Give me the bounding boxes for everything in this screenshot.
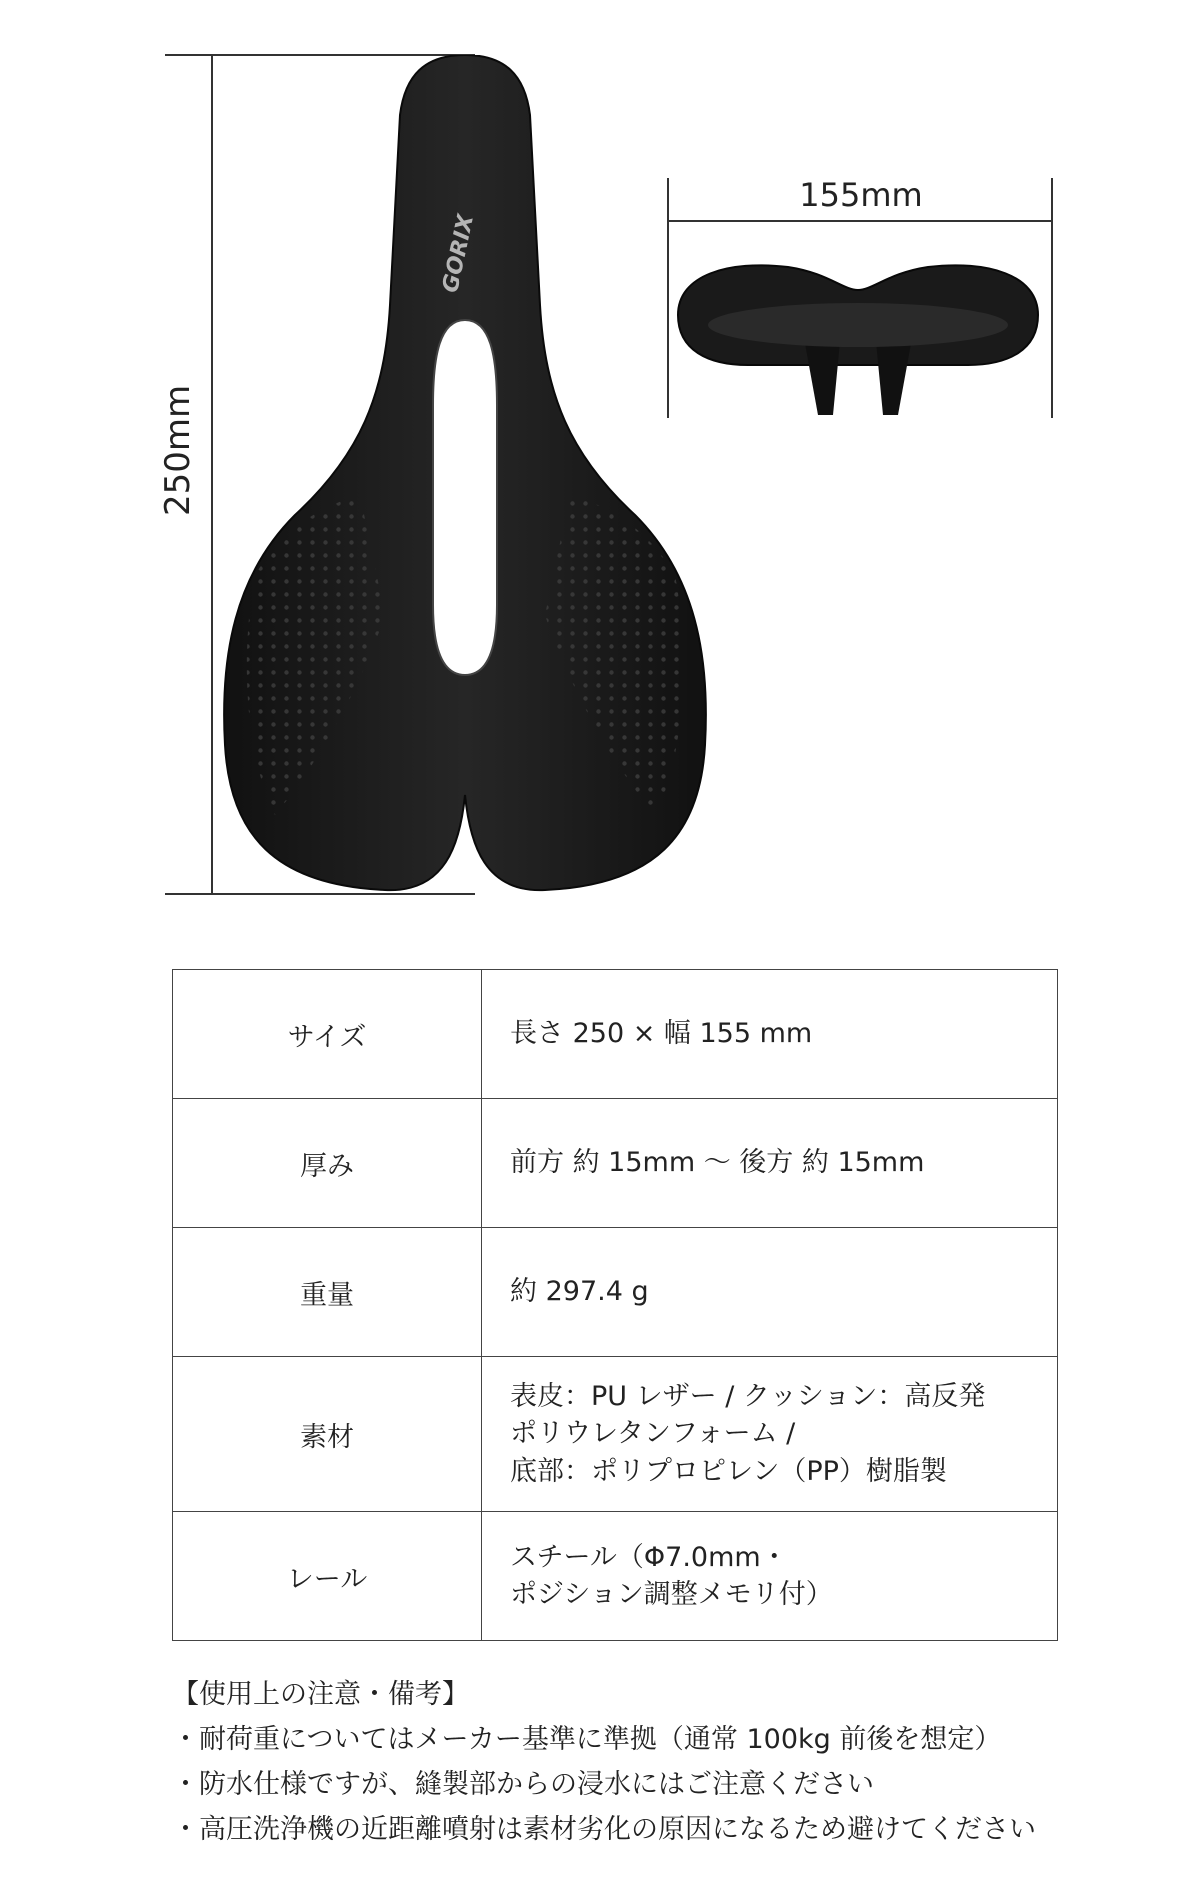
- spec-value: 前方 約 15mm 〜 後方 約 15mm: [482, 1099, 1058, 1228]
- spec-label: 重量: [173, 1228, 482, 1357]
- spec-value: スチール（Φ7.0mm・ ポジション調整メモリ付）: [482, 1512, 1058, 1641]
- saddle-top-view-image: [215, 55, 715, 895]
- saddle-cutout: [433, 320, 497, 675]
- usage-notes: [172, 1672, 1036, 1852]
- spec-row-size: [173, 970, 1058, 1099]
- length-dimension-label: 250mm: [158, 384, 198, 516]
- spec-row-rail: [173, 1512, 1058, 1641]
- spec-label: サイズ: [173, 970, 482, 1099]
- spec-label: 素材: [173, 1357, 482, 1512]
- width-dimension-line: [667, 220, 1053, 222]
- spec-row-weight: [173, 1228, 1058, 1357]
- saddle-rear-underside: [708, 303, 1008, 347]
- note-item: ・高圧洗浄機の近距離噴射は素材劣化の原因になるため避けてください: [172, 1814, 1036, 1845]
- note-item: ・耐荷重についてはメーカー基準に準拠（通常 100kg 前後を想定）: [172, 1724, 1002, 1755]
- saddle-brand-logo: GORIX: [438, 212, 480, 295]
- spec-row-thickness: [173, 1099, 1058, 1228]
- width-dimension-right-tick: [1051, 178, 1053, 418]
- spec-label: 厚み: [173, 1099, 482, 1228]
- spec-row-material: [173, 1357, 1058, 1512]
- spec-value: 表皮：PU レザー / クッション：高反発 ポリウレタンフォーム / 底部：ポリプロピレン（PP）樹脂製: [482, 1357, 1058, 1512]
- spec-table: [172, 969, 1058, 1641]
- width-dimension-label: 155mm: [799, 176, 923, 214]
- length-dimension-line: [211, 54, 213, 895]
- spec-label: レール: [173, 1512, 482, 1641]
- spec-value: 約 297.4 g: [482, 1228, 1058, 1357]
- notes-heading: 【使用上の注意・備考】: [172, 1679, 469, 1710]
- note-item: ・防水仕様ですが、縫製部からの浸水にはご注意ください: [172, 1769, 874, 1800]
- spec-value: 長さ 250 × 幅 155 mm: [482, 970, 1058, 1099]
- saddle-rear-view-image: [668, 255, 1048, 425]
